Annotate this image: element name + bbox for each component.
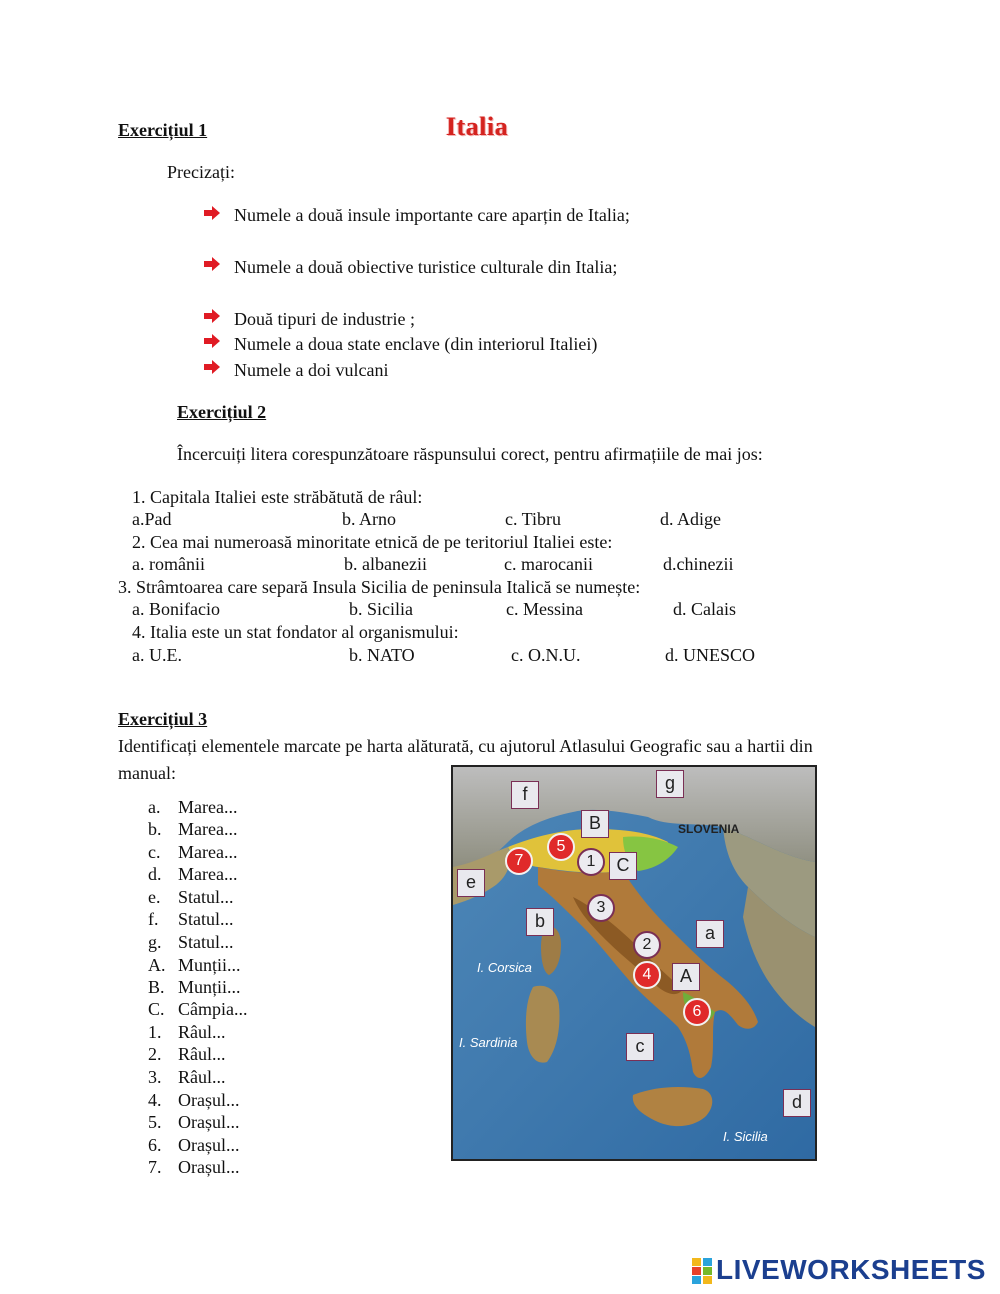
list-item: e. Statul... [148, 887, 234, 907]
list-item: a. Marea... [148, 797, 238, 817]
italy-map [451, 765, 817, 1161]
q2-option-d[interactable]: d.chinezii [663, 554, 734, 574]
q2-option-a[interactable]: a. românii [132, 554, 205, 574]
map-label-B[interactable]: B [581, 810, 609, 838]
list-item: C. Câmpia... [148, 999, 248, 1019]
ex3-heading: Exercițiul 3 [118, 709, 208, 729]
bullet-arrow-icon [203, 360, 221, 374]
q1-option-b[interactable]: b. Arno [342, 509, 396, 529]
ex2-instruction: Încercuiți litera corespunzătoare răspunsului corect, pentru afirmațiile de mai jos: [177, 444, 763, 464]
q3-option-d[interactable]: d. Calais [673, 599, 736, 619]
question-1: 1. Capitala Italiei este străbătută de râul: [132, 487, 423, 507]
question-2: 2. Cea mai numeroasă minoritate etnică de pe teritoriul Italiei este: [132, 532, 613, 552]
label-corsica: I. Corsica [477, 960, 532, 975]
map-label-e[interactable]: e [457, 869, 485, 897]
map-marker-7[interactable]: 7 [505, 847, 533, 875]
map-marker-5[interactable]: 5 [547, 833, 575, 861]
ex1-intro: Precizați: [167, 162, 235, 182]
ex1-item-2: Numele a două obiective turistice culturale din Italia; [234, 257, 618, 277]
map-marker-3[interactable]: 3 [587, 894, 615, 922]
q4-option-a[interactable]: a. U.E. [132, 645, 182, 665]
list-item: B. Munții... [148, 977, 241, 997]
list-item: 1. Râul... [148, 1022, 226, 1042]
bullet-arrow-icon [203, 309, 221, 323]
q2-option-c[interactable]: c. marocanii [504, 554, 593, 574]
list-item: f. Statul... [148, 909, 234, 929]
map-marker-2[interactable]: 2 [633, 931, 661, 959]
map-label-c[interactable]: c [626, 1033, 654, 1061]
q2-option-b[interactable]: b. albanezii [344, 554, 427, 574]
ex3-instruction-line2: manual: [118, 763, 176, 783]
logo-text: LIVEWORKSHEETS [716, 1254, 986, 1285]
bullet-arrow-icon [203, 334, 221, 348]
q3-option-c[interactable]: c. Messina [506, 599, 583, 619]
q3-option-a[interactable]: a. Bonifacio [132, 599, 220, 619]
question-3: 3. Strâmtoarea care separă Insula Sicilia de peninsula Italică se numește: [118, 577, 641, 597]
q4-option-d[interactable]: d. UNESCO [665, 645, 756, 665]
list-item: d. Marea... [148, 864, 238, 884]
ex1-item-5: Numele a doi vulcani [234, 360, 389, 380]
map-label-b[interactable]: b [526, 908, 554, 936]
ex1-item-1: Numele a două insule importante care aparțin de Italia; [234, 205, 630, 225]
page-title: Italia [446, 112, 509, 141]
map-label-d[interactable]: d [783, 1089, 811, 1117]
ex3-instruction-line1: Identificați elementele marcate pe harta alăturată, cu ajutorul Atlasului Geografic sau a hartii din [118, 736, 813, 756]
list-item: 2. Râul... [148, 1044, 226, 1064]
ex1-heading: Exercițiul 1 [118, 120, 208, 140]
map-label-A[interactable]: A [672, 963, 700, 991]
map-label-C[interactable]: C [609, 852, 637, 880]
list-item: 7. Orașul... [148, 1157, 240, 1177]
label-slovenia: SLOVENIA [678, 822, 740, 836]
list-item: 6. Orașul... [148, 1135, 240, 1155]
map-label-g[interactable]: g [656, 770, 684, 798]
list-item: c. Marea... [148, 842, 238, 862]
label-sicilia: I. Sicilia [723, 1129, 768, 1144]
map-marker-6[interactable]: 6 [683, 998, 711, 1026]
bullet-arrow-icon [203, 206, 221, 220]
list-item: b. Marea... [148, 819, 238, 839]
list-item: 4. Orașul... [148, 1090, 240, 1110]
map-label-f[interactable]: f [511, 781, 539, 809]
q1-option-a[interactable]: a.Pad [132, 509, 172, 529]
map-marker-4[interactable]: 4 [633, 961, 661, 989]
q1-option-d[interactable]: d. Adige [660, 509, 721, 529]
question-4: 4. Italia este un stat fondator al organismului: [132, 622, 459, 642]
list-item: 3. Râul... [148, 1067, 226, 1087]
label-sardinia: I. Sardinia [459, 1035, 518, 1050]
q4-option-b[interactable]: b. NATO [349, 645, 415, 665]
q1-option-c[interactable]: c. Tibru [505, 509, 562, 529]
list-item: A. Munții... [148, 955, 241, 975]
ex1-item-3: Două tipuri de industrie ; [234, 309, 415, 329]
logo-blocks-icon [692, 1258, 712, 1284]
bullet-arrow-icon [203, 257, 221, 271]
map-label-a[interactable]: a [696, 920, 724, 948]
q3-option-b[interactable]: b. Sicilia [349, 599, 413, 619]
ex1-item-4: Numele a doua state enclave (din interiorul Italiei) [234, 334, 598, 354]
q4-option-c[interactable]: c. O.N.U. [511, 645, 581, 665]
list-item: 5. Orașul... [148, 1112, 240, 1132]
map-marker-1[interactable]: 1 [577, 848, 605, 876]
ex2-heading: Exercițiul 2 [177, 402, 267, 422]
list-item: g. Statul... [148, 932, 234, 952]
